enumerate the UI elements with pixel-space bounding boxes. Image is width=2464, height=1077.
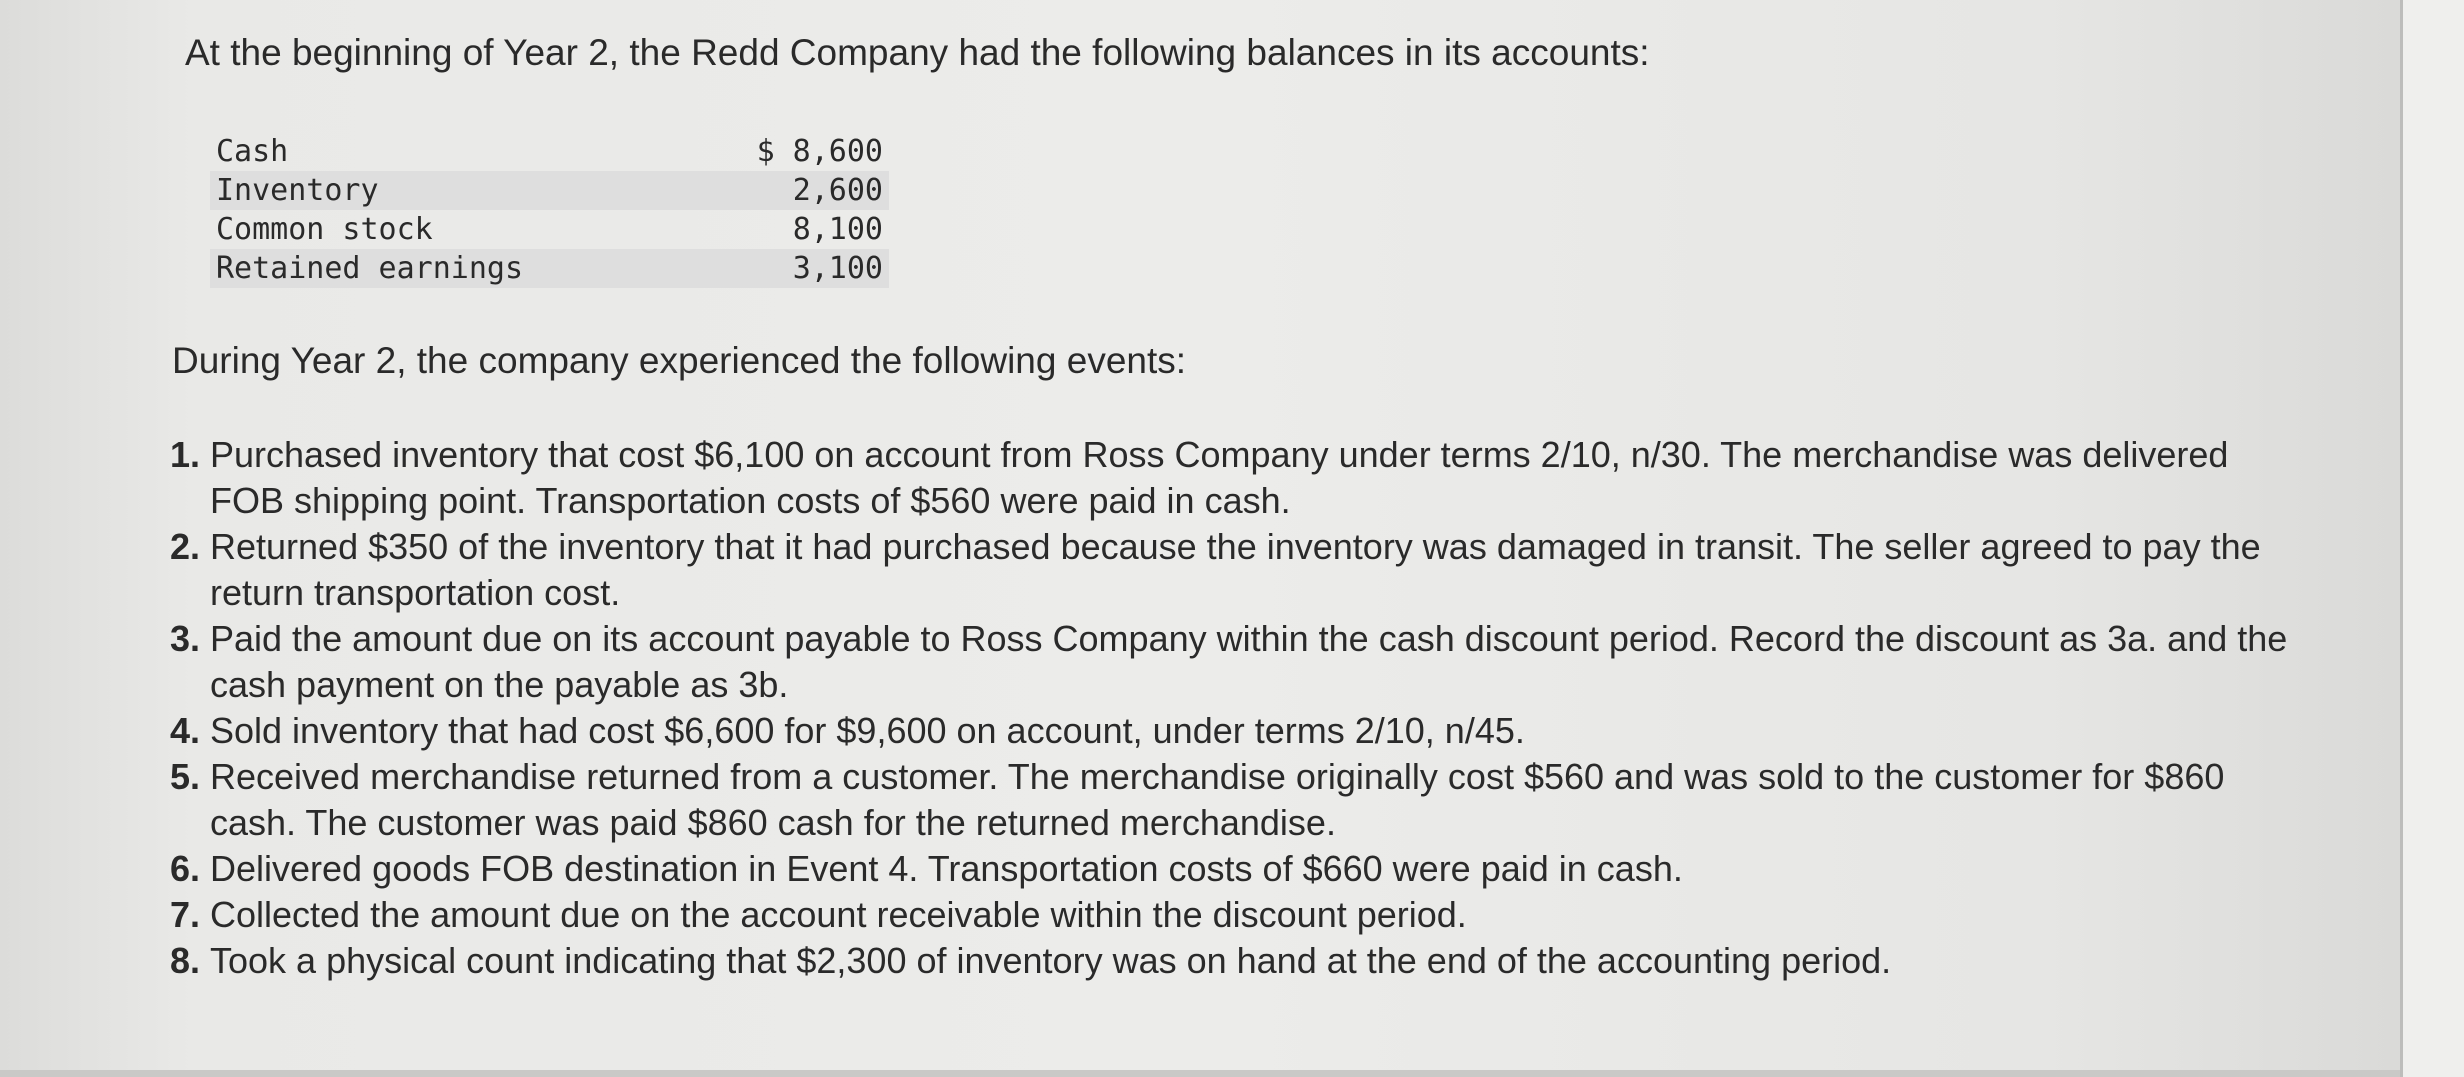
page-edge [2400,0,2464,1077]
list-item [140,708,2290,754]
list-item [140,754,2290,846]
event-number: 6. [169,848,200,889]
account-name: Common stock [216,212,433,247]
intro-paragraph: At the beginning of Year 2, the Redd Company had the following balances in its accounts: [185,32,1650,73]
account-name: Cash [216,134,289,169]
account-amount: 2,600 [727,171,889,210]
account-amount: 3,100 [727,249,889,288]
event-number: 4. [169,710,200,751]
list-item [140,938,2290,984]
event-number: 2. [169,526,200,567]
account-name: Retained earnings [210,249,727,288]
event-text: Received merchandise returned from a customer. The merchandise originally cost $560 and was sold to the customer for $860 cash. The customer was paid $860 cash for the returned merchandise. [210,756,2225,843]
opening-balances-table [210,132,889,288]
event-text: Purchased inventory that cost $6,100 on account from Ross Company under terms 2/10, n/30. The merchandise was delivered FOB shipping point. Transportation costs of $560 were paid in cash. [210,434,2229,521]
table-row [210,210,889,249]
list-item [140,524,2290,616]
event-text: Took a physical count indicating that $2,300 of inventory was on hand at the end of the accounting period. [210,940,1892,981]
account-amount: $ 8,600 [756,134,883,169]
table-row [210,132,889,171]
event-number: 5. [169,756,200,797]
event-number: 1. [169,434,200,475]
account-name: Inventory [210,171,727,210]
list-item [140,892,2290,938]
account-amount: 8,100 [792,212,883,247]
event-number: 7. [169,894,200,935]
event-number: 3. [169,618,200,659]
event-text: Returned $350 of the inventory that it had purchased because the inventory was damaged in transit. The seller agreed to pay the return transportation cost. [210,526,2261,613]
list-item [140,432,2290,524]
event-text: Delivered goods FOB destination in Event 4. Transportation costs of $660 were paid in cash. [210,848,1683,889]
events-list [140,432,2290,984]
table-row [210,249,889,288]
event-text: Paid the amount due on its account payable to Ross Company within the cash discount period. Record the discount as 3a. and the cash payment on the payable as 3b. [210,618,2288,705]
list-item [140,846,2290,892]
table-row [210,171,889,210]
event-number: 8. [169,940,200,981]
list-item [140,616,2290,708]
event-text: Sold inventory that had cost $6,600 for $9,600 on account, under terms 2/10, n/45. [210,710,1525,751]
events-heading: During Year 2, the company experienced the following events: [172,340,1187,381]
event-text: Collected the amount due on the account receivable within the discount period. [210,894,1467,935]
